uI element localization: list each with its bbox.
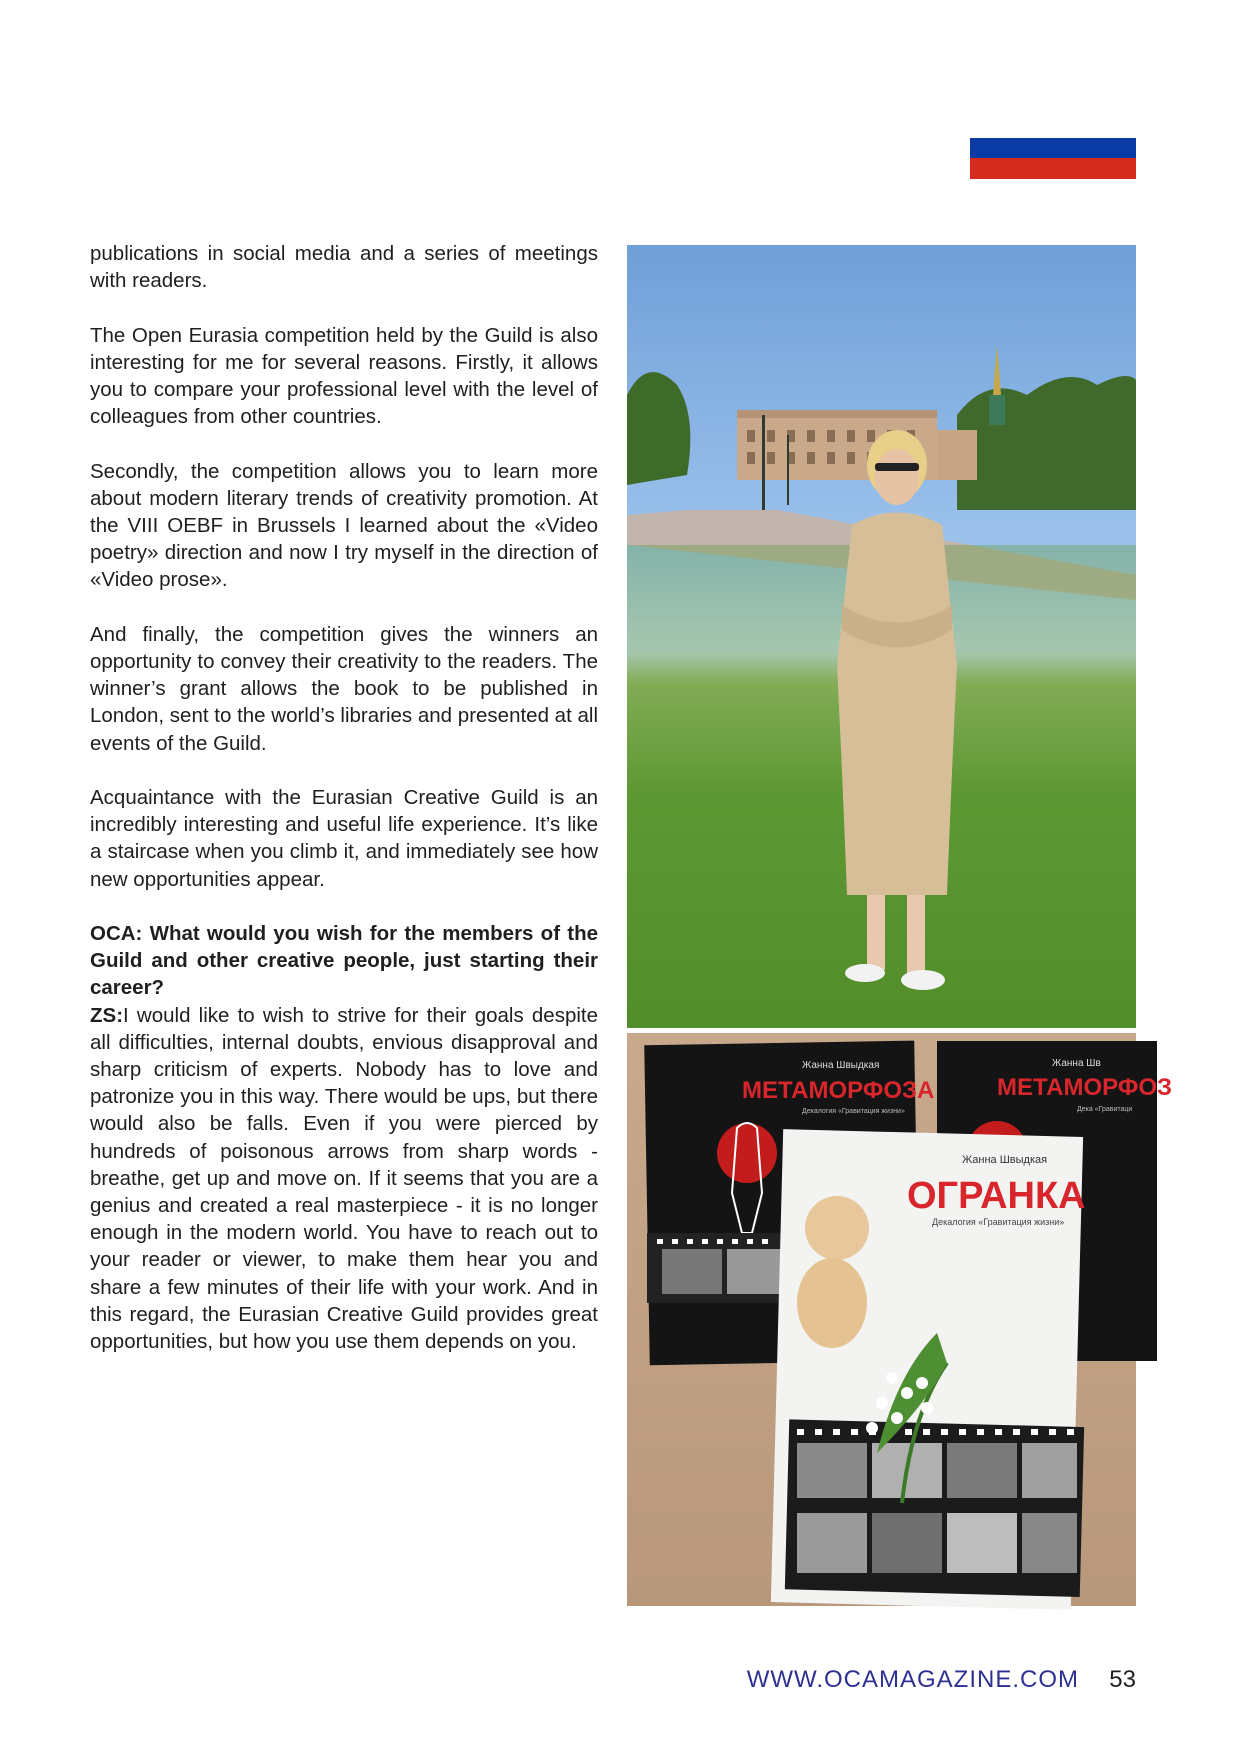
answer-speaker: ZS: [90, 1003, 124, 1027]
book-subtitle-back-right: Дека «Гравитаци [1077, 1106, 1133, 1113]
article-paragraph: Acquaintance with the Eurasian Creative Guild is an incredibly interesting and useful life experience. It’s like a staircase when you climb it, and immediately see how new opportunities appear. [90, 786, 598, 891]
book-subtitle-front: Декалогия «Гравитация жизни» [932, 1217, 1065, 1227]
book-title-back: МЕТАМОРФОЗА [742, 1077, 935, 1104]
article-paragraph: The Open Eurasia competition held by the Guild is also interesting for me for several reasons. Firstly, it allows you to compare your professional level with the level of colleagues from other countries. [90, 323, 598, 429]
article-paragraph: publications in social media and a series of meetings with readers. [90, 242, 598, 293]
footer-website-url[interactable]: WWW.OCAMAGAZINE.COM [746, 1666, 1079, 1693]
article-text-column [90, 240, 598, 1355]
interview-question: OCA: What would you wish for the members of the Guild and other creative people, just starting their career? [90, 922, 598, 1000]
interview-answer [90, 1002, 598, 1356]
book-title-front: ОГРАНКА [907, 1175, 1086, 1217]
books-illustration [627, 1033, 1173, 1606]
answer-text: I would like to wish to strive for their goals despite all difficulties, internal doubts, envious disapproval and sharp criticism of experts. Nobody has to love and patronize you in this way. There would be ups, but there would also be falls. Even if you were pierced by hundreds of poisonous arrows from sharp words - breathe, get up and move on. If it seems that you are a genius and created a real masterpiece - it is no longer enough in the modern world. You have to reach out to your reader or viewer, to make them hear you and share a few minutes of their life with your work. And in this regard, the Eurasian Creative Guild provides great opportunities, but how you use them depends on you. [90, 1003, 598, 1354]
photo-woman-in-park [627, 245, 1136, 1028]
article-paragraph: Secondly, the competition allows you to learn more about modern literary trends of creativity promotion. At the VIII OEBF in Brussels I learned about the «Video poetry» direction and now I try myself in the direction of «Video prose». [90, 459, 598, 592]
page-number: 53 [1109, 1666, 1136, 1693]
book-subtitle-back: Декалогия «Гравитация жизни» [802, 1108, 905, 1115]
park-scene-illustration [627, 245, 1136, 1028]
book-title-back-right: МЕТАМОРФОЗ [997, 1074, 1173, 1101]
photo-books [627, 1033, 1173, 1606]
book-author-front: Жанна Швыдкая [962, 1154, 1048, 1166]
flag-stripe-red [970, 158, 1136, 179]
flag-stripe-white [970, 117, 1136, 138]
book-author-back: Жанна Швыдкая [802, 1060, 880, 1071]
book-author-back-right: Жанна Шв [1052, 1058, 1101, 1069]
russian-flag [970, 117, 1136, 179]
flag-stripe-blue [970, 138, 1136, 159]
article-paragraph: And finally, the competition gives the winners an opportunity to convey their creativity to the readers. The winner’s grant allows the book to be published in London, sent to the world’s libraries and presented at all events of the Guild. [90, 622, 598, 755]
